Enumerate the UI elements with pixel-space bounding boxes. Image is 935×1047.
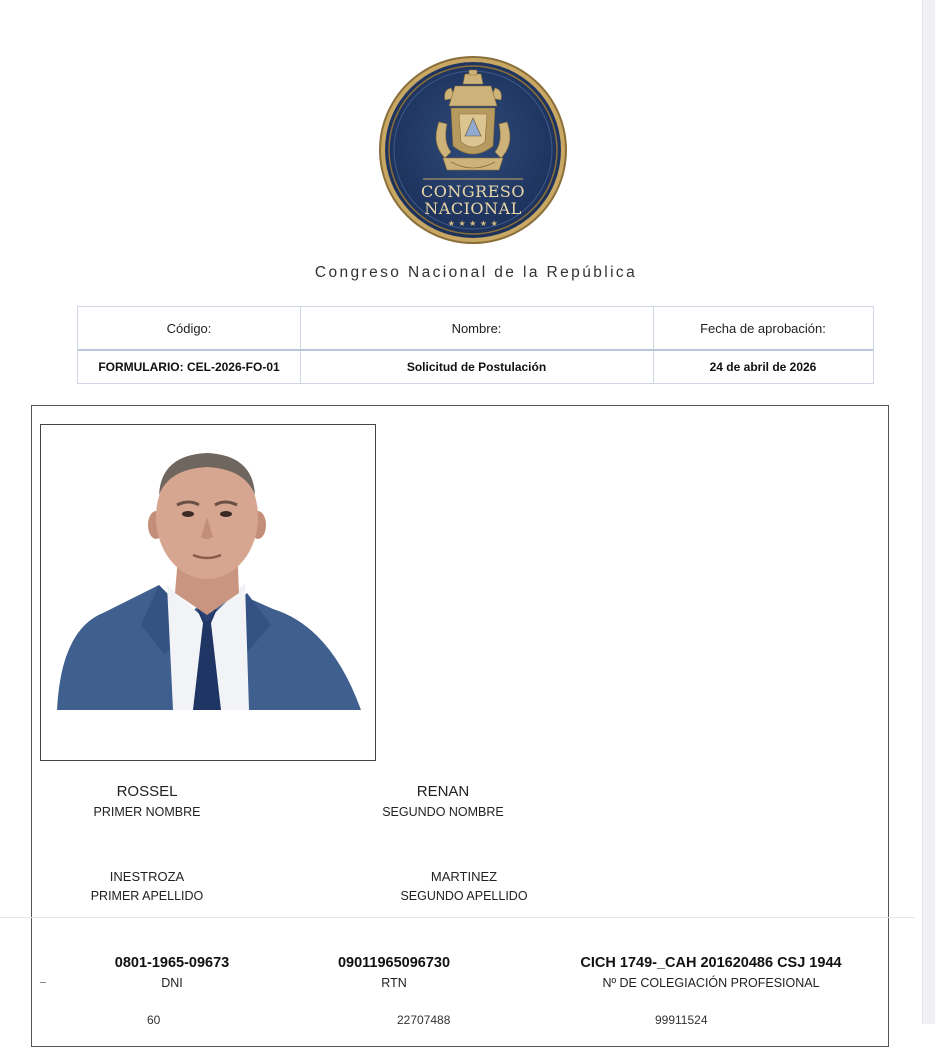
form-header-table (77, 306, 874, 384)
seal-stars: ★ ★ ★ ★ ★ (447, 219, 499, 228)
colegiacion-field (560, 955, 862, 990)
first-name-label: PRIMER NOMBRE (93, 805, 201, 819)
dni-label: DNI (161, 976, 183, 990)
dni-value: 0801-1965-09673 (114, 955, 230, 971)
second-name-value: RENAN (416, 783, 470, 800)
value-nombre: Solicitud de Postulación (406, 360, 547, 374)
colegiacion-value: CICH 1749-_CAH 201620486 CSJ 1944 (580, 955, 842, 971)
rtn-field (319, 955, 469, 990)
second-surname-value: MARTINEZ (430, 869, 498, 884)
second-surname-label: SEGUNDO APELLIDO (400, 889, 528, 903)
next-row-value-1: 60 (147, 1013, 161, 1027)
seal-title-line-1: CONGRESO (421, 182, 525, 201)
applicant-photo (40, 424, 376, 761)
next-row-value-2: 22707488 (397, 1013, 451, 1027)
header-codigo: Código: (166, 320, 212, 336)
value-codigo: FORMULARIO: CEL-2026-FO-01 (98, 360, 280, 374)
first-surname-label: PRIMER APELLIDO (90, 889, 204, 903)
seal-title-line-2: NACIONAL (424, 199, 522, 218)
colegiacion-label: Nº DE COLEGIACIÓN PROFESIONAL (602, 976, 820, 990)
rtn-label: RTN (381, 976, 407, 990)
first-surname-field (62, 869, 232, 903)
first-name-field (62, 783, 232, 819)
second-name-label: SEGUNDO NOMBRE (382, 805, 504, 819)
second-surname-field (378, 869, 550, 903)
portrait-image (41, 425, 375, 760)
scan-fold-line (0, 917, 915, 918)
second-name-field (378, 783, 508, 819)
scan-mark (40, 982, 46, 983)
first-name-value: ROSSEL (116, 783, 178, 800)
header-nombre: Nombre: (451, 320, 502, 336)
value-fecha-aprobacion: 24 de abril de 2026 (709, 360, 817, 374)
header-fecha-aprobacion: Fecha de aprobación: (700, 320, 826, 336)
first-surname-value: INESTROZA (109, 869, 185, 884)
congreso-nacional-seal (385, 62, 561, 238)
next-row-value-3: 99911524 (655, 1013, 708, 1027)
institution-name: Congreso Nacional de la República (314, 264, 638, 281)
dni-field (82, 955, 262, 990)
rtn-value: 09011965096730 (337, 955, 451, 971)
page-edge (922, 0, 935, 1024)
